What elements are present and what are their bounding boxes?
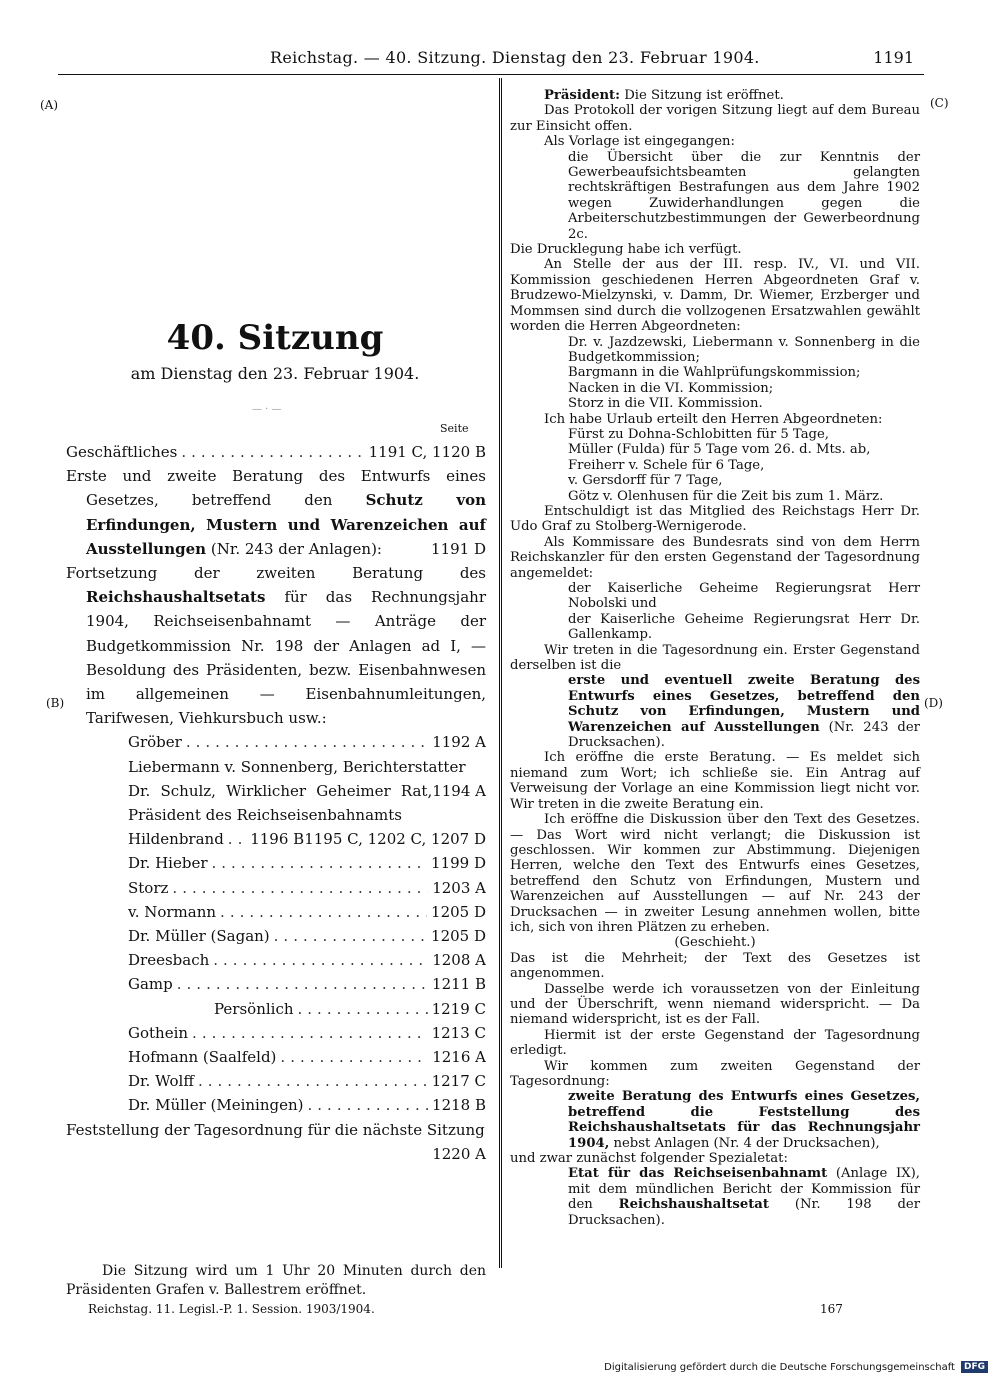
paragraph: Ich eröffne die erste Beratung. — Es meldet sich niemand zum Wort; ich schließe sie. Ein Antrag auf Verweisung der Vorlage an eine Kommission liegt nicht vor. Wir treten in die zweite Beratung ein. — [510, 750, 920, 812]
paragraph: Präsident: Die Sitzung ist eröffnet. — [544, 88, 784, 103]
toc-speaker: Dr. Wolff ..... 1217 C — [66, 1069, 486, 1093]
toc-row: Geschäftliches ..... 1191 C, 1120 B — [66, 440, 486, 464]
right-footer: 167 — [820, 1302, 843, 1316]
paragraph: Freiherr v. Schele für 6 Tage, — [568, 457, 765, 473]
paragraph: Wir kommen zum zweiten Gegenstand der Tagesordnung: — [510, 1058, 920, 1089]
paragraph: An Stelle der aus der III. resp. IV., VI. und VII. Kommission geschiedenen Herren Abgeordneten Graf v. Brudzewo-Mielzynski, v. Damm, Dr. Wiemer, Erzberger und Mommsen sind durch die vollzogenen Ersatzwahlen gewählt worden die Herren Abgeordneten: — [510, 257, 920, 335]
toc-speaker: Gothein ..... 1213 C — [66, 1021, 486, 1045]
paragraph: Nacken in die VI. Kommission; — [568, 380, 774, 396]
paragraph: Die Drucklegung habe ich verfügt. — [510, 242, 742, 258]
session-date: am Dienstag den 23. Februar 1904. — [130, 364, 420, 383]
margin-mark-d: (D) — [924, 696, 943, 710]
paragraph: Das Protokoll der vorigen Sitzung liegt auf dem Bureau zur Einsicht offen. — [510, 103, 920, 134]
dfg-text: Digitalisierung gefördert durch die Deutsche Forschungsgemeinschaft — [604, 1361, 955, 1373]
margin-mark-a: (A) — [40, 98, 59, 112]
toc-speaker: Dreesbach ..... 1208 A — [66, 948, 486, 972]
toc-entry: Erste und zweite Beratung des Entwurfs eines Gesetzes, betreffend den Schutz von Erfindungen, Mustern und Warenzeichen auf Ausstellungen (Nr. 243 der Anlagen): 1191 D — [66, 467, 486, 558]
toc-speaker: Dr. Schulz, Wirklicher Geheimer Rat, Präsident des Reichseisenbahnamts 1195 C, 1202 C, 1207 D — [128, 781, 486, 849]
paragraph: (Geschieht.) — [674, 935, 756, 951]
margin-mark-c: (C) — [930, 96, 949, 110]
toc-speaker: Storz ..... 1203 A — [66, 876, 486, 900]
session-title: 40. Sitzung — [166, 318, 384, 358]
seite-label: Seite — [440, 422, 469, 435]
toc-speaker: Gamp ..... 1211 B — [66, 972, 486, 996]
margin-mark-b: (B) — [46, 696, 65, 710]
toc-entry: Feststellung der Tagesordnung für die nächste Sitzung 1220 A — [66, 1120, 486, 1163]
paragraph: Etat für das Reichseisenbahnamt (Anlage IX), mit dem mündlichen Bericht der Kommission für den Reichshaushaltsetat (Nr. 198 der Drucksachen). — [568, 1166, 920, 1228]
right-column — [510, 88, 920, 1228]
paragraph: Das ist die Mehrheit; der Text des Gesetzes ist angenommen. — [510, 950, 920, 982]
paragraph: Fürst zu Dohna-Schlobitten für 5 Tage, — [568, 426, 829, 442]
dfg-logo-icon: DFG — [961, 1361, 988, 1373]
column-divider — [499, 78, 502, 1268]
paragraph: zweite Beratung des Entwurfs eines Gesetzes, betreffend die Feststellung des Reichshaushaltsetats für das Rechnungsjahr 1904, nebst Anlagen (Nr. 4 der Drucksachen), — [568, 1089, 920, 1151]
paragraph: der Kaiserliche Geheime Regierungsrat Herr Nobolski und — [568, 581, 920, 612]
toc-speaker: Dr. Hieber ..... 1199 D — [66, 851, 486, 875]
header-rule — [58, 74, 924, 75]
paragraph: Hiermit ist der erste Gegenstand der Tagesordnung erledigt. — [510, 1027, 920, 1059]
ornament: — · — — [252, 404, 282, 415]
paragraph: Dasselbe werde ich voraussetzen von der Einleitung und der Überschrift, wenn niemand widerspricht. — Da niemand widerspricht, ist es der Fall. — [510, 981, 920, 1028]
paragraph: Als Vorlage ist eingegangen: — [544, 134, 735, 150]
toc-speaker: Liebermann v. Sonnenberg, Berichterstatter 1194 A — [128, 757, 486, 800]
toc-speaker: v. Normann ..... 1205 D — [66, 900, 486, 924]
toc-speaker: Dr. Müller (Meiningen) ..... 1218 B — [66, 1093, 486, 1117]
paragraph: Storz in die VII. Kommission. — [568, 396, 763, 412]
paragraph: die Übersicht über die zur Kenntnis der Gewerbeaufsichtsbeamten gelangten rechtskräftigen Bestrafungen aus dem Jahre 1902 wegen Zuwiderhandlungen gegen die Arbeiterschutzbestimmungen der Gewerbeordnung 2c. — [568, 149, 920, 242]
toc-speaker: Dr. Müller (Sagan) ..... 1205 D — [66, 924, 486, 948]
paragraph: Entschuldigt ist das Mitglied des Reichstags Herr Dr. Udo Graf zu Stolberg-Wernigerode. — [510, 503, 920, 535]
toc-speaker: Persönlich ..... 1219 C — [66, 997, 486, 1021]
paragraph: Bargmann in die Wahlprüfungskommission; — [568, 365, 861, 381]
opening-note: Die Sitzung wird um 1 Uhr 20 Minuten durch den Präsidenten Grafen v. Ballestrem eröffnet. — [66, 1263, 486, 1298]
paragraph: erste und eventuell zweite Beratung des Entwurfs eines Gesetzes, betreffend den Schutz von Erfindungen, Mustern und Warenzeichen auf Ausstellungen (Nr. 243 der Drucksachen). — [568, 673, 920, 751]
toc-speaker: Hofmann (Saalfeld) ..... 1216 A — [66, 1045, 486, 1069]
toc-speaker: Gröber ..... 1192 A — [66, 730, 486, 754]
paragraph: v. Gersdorff für 7 Tage, — [568, 473, 723, 489]
paragraph: Ich habe Urlaub erteilt den Herren Abgeordneten: — [544, 411, 883, 427]
page-number: 1191 — [873, 48, 914, 67]
paragraph: Dr. v. Jazdzewski, Liebermann v. Sonnenberg in die Budgetkommission; — [568, 334, 920, 365]
toc-speaker: Hildenbrand ..... 1196 B — [66, 827, 304, 851]
paragraph: Müller (Fulda) für 5 Tage vom 26. d. Mts. ab, — [568, 442, 871, 458]
paragraph: Götz v. Olenhusen für die Zeit bis zum 1. März. — [568, 488, 884, 504]
table-of-contents — [66, 440, 486, 1166]
paragraph: und zwar zunächst folgender Spezialetat: — [510, 1151, 788, 1167]
dfg-credit — [604, 1361, 988, 1373]
left-footer: Reichstag. 11. Legisl.-P. 1. Session. 1903/1904. — [88, 1302, 375, 1316]
paragraph: der Kaiserliche Geheime Regierungsrat Herr Dr. Gallenkamp. — [568, 611, 920, 643]
paragraph: Wir treten in die Tagesordnung ein. Erster Gegenstand derselben ist die — [510, 642, 920, 674]
running-head: Reichstag. — 40. Sitzung. Dienstag den 23. Februar 1904. — [270, 48, 760, 67]
paragraph: Als Kommissare des Bundesrats sind von dem Herrn Reichskanzler für den ersten Gegenstand der Tagesordnung angemeldet: — [510, 534, 920, 581]
toc-entry: Fortsetzung der zweiten Beratung des Reichshaushaltsetats für das Rechnungsjahr 1904, Reichseisenbahnamt — Anträge der Budgetkommission Nr. 198 der Anlagen ad I, — Besoldung des Präsidenten, bezw. Eisenbahnwesen im allgemeinen — Eisenbahnumleitungen, Tarifwesen, Viehkursbuch usw.: — [66, 564, 486, 728]
paragraph: Ich eröffne die Diskussion über den Text des Gesetzes. — Das Wort wird nicht verlangt; die Diskussion ist geschlossen. Wir kommen zur Abstimmung. Diejenigen Herren, welche den Text des Entwurfs eines Gesetzes, betreffend den Schutz von Erfindungen, Mustern und Warenzeichen auf Ausstellungen — auf Nr. 243 der Drucksachen — in zweiter Lesung annehmen wollen, bitte ich, sich von ihren Plätzen zu erheben. — [510, 812, 920, 935]
